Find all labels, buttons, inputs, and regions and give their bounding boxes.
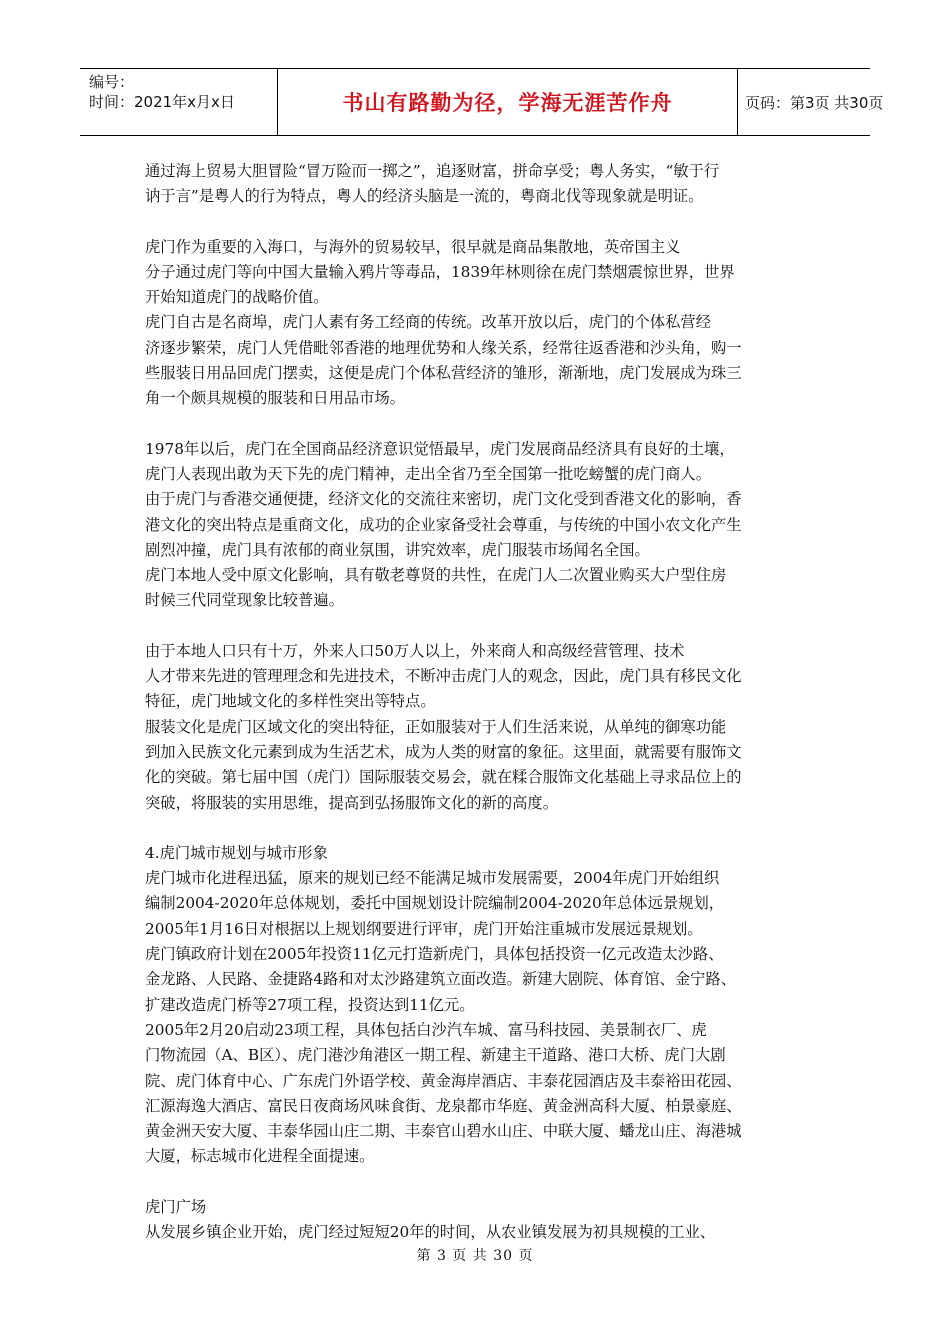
text-line: 从发展乡镇企业开始，虎门经过短短20年的时间，从农业镇发展为初具规模的工业、	[145, 1222, 716, 1241]
text-line: 些服装日用品回虎门摆卖，这便是虎门个体私营经济的雏形，渐渐地，虎门发展成为珠三	[145, 364, 742, 383]
text-line: 虎门作为重要的入海口，与海外的贸易较早，很早就是商品集散地，英帝国主义	[145, 237, 681, 256]
text-line: 编制2004-2020年总体规划，委托中国规划设计院编制2004-2020年总体远景规划，	[145, 894, 725, 913]
text-line: 化的突破。第七届中国（虎门）国际服装交易会，就在糅合服饰文化基础上寻求品位上的	[145, 768, 742, 787]
text-line: 汇源海逸大酒店、富民日夜商场风味食街、龙泉都市华庭、黄金洲高科大厦、柏景豪庭、	[145, 1096, 742, 1115]
header-motto: 书山有路勤为径，学海无涯苦作舟	[278, 69, 738, 135]
text-line: 开始知道虎门的战略价值。	[145, 288, 329, 307]
text-line: 济逐步繁荣，虎门人凭借毗邻香港的地理优势和人缘关系，经常往返香港和沙头角，购一	[145, 338, 742, 357]
text-line: 时候三代同堂现象比较普遍。	[145, 591, 344, 610]
text-line: 虎门人表现出敢为天下先的虎门精神，走出全省乃至全国第一批吃螃蟹的虎门商人。	[145, 464, 711, 483]
paragraph-gap	[145, 614, 815, 639]
document-body	[145, 159, 815, 1245]
page-header	[80, 68, 884, 136]
paragraph-gap	[145, 816, 815, 841]
text-line: 到加入民族文化元素到成为生活艺术，成为人类的财富的象征。这里面，就需要有服饰文	[145, 742, 742, 761]
header-page-number: 页码：第3页 共30页	[745, 93, 884, 112]
text-line: 2005年2月20启动23项工程，具体包括白沙汽车城、富马科技园、美景制衣厂、虎	[145, 1020, 707, 1039]
document-time-label: 时间：2021年x月x日	[89, 93, 235, 111]
text-line: 金龙路、人民路、金捷路4路和对太沙路建筑立面改造。新建大剧院、体育馆、金宁路、	[145, 970, 737, 989]
text-line: 通过海上贸易大胆冒险“冒万险而一掷之”，追逐财富，拼命享受；粤人务实，“敏于行	[145, 162, 720, 180]
text-line: 扩建改造虎门桥等27项工程，投资达到11亿元。	[145, 995, 475, 1014]
text-line: 由于本地人口只有十万，外来人口50万人以上，外来商人和高级经营管理、技术	[145, 641, 685, 660]
text-line: 院、虎门体育中心、广东虎门外语学校、黄金海岸酒店、丰泰花园酒店及丰泰裕田花园、	[145, 1071, 742, 1090]
page-footer: 第 3 页 共 30 页	[416, 1248, 534, 1264]
text-line: 虎门城市化进程迅猛，原来的规划已经不能满足城市发展需要，2004年虎门开始组织	[145, 869, 720, 888]
text-line: 特征，虎门地域文化的多样性突出等特点。	[145, 692, 436, 711]
text-line: 虎门广场	[145, 1197, 207, 1216]
text-line: 突破，将服装的实用思维，提高到弘扬服饰文化的新的高度。	[145, 793, 559, 812]
text-line: 分子通过虎门等向中国大量输入鸦片等毒品，1839年林则徐在虎门禁烟震惊世界，世界	[145, 262, 735, 281]
text-line: 虎门本地人受中原文化影响，具有敬老尊贤的共性，在虎门人二次置业购买大户型住房	[145, 566, 727, 585]
text-line: 虎门自古是名商埠，虎门人素有务工经商的传统。改革开放以后，虎门的个体私营经	[145, 313, 711, 332]
paragraph-gap	[145, 1170, 815, 1195]
document-number-label: 编号：	[89, 73, 135, 91]
text-line: 4.虎门城市规划与城市形象	[145, 843, 328, 862]
text-line: 大厦，标志城市化进程全面提速。	[145, 1147, 375, 1166]
text-line: 1978年以后，虎门在全国商品经济意识觉悟最早，虎门发展商品经济具有良好的土壤，	[145, 439, 735, 458]
text-line: 服装文化是虎门区域文化的突出特征，正如服装对于人们生活来说，从单纯的御寒功能	[145, 717, 727, 736]
text-line: 黄金洲天安大厦、丰泰华园山庄二期、丰泰官山碧水山庄、中联大厦、蟠龙山庄、海港城	[145, 1122, 742, 1141]
text-line: 角一个颇具规模的服装和日用品市场。	[145, 389, 406, 408]
text-line: 剧烈冲撞，虎门具有浓郁的商业氛围，讲究效率，虎门服装市场闻名全国。	[145, 540, 650, 559]
text-line: 港文化的突出特点是重商文化，成功的企业家备受社会尊重，与传统的中国小农文化产生	[145, 515, 742, 534]
text-line: 由于虎门与香港交通便捷，经济文化的交流往来密切，虎门文化受到香港文化的影响，香	[145, 490, 742, 509]
text-line: 虎门镇政府计划在2005年投资11亿元打造新虎门，具体包括投资一亿元改造太沙路、	[145, 945, 724, 964]
paragraph-gap	[145, 412, 815, 437]
text-line: 讷于言”是粤人的行为特点，粤人的经济头脑是一流的，粤商北伐等现象就是明证。	[145, 187, 704, 206]
header-info-cell	[80, 69, 278, 135]
text-line: 2005年1月16日对根据以上规划纲要进行评审，虎门开始注重城市发展远景规划。	[145, 919, 703, 938]
text-line: 门物流园（A、B区）、虎门港沙角港区一期工程、新建主干道路、港口大桥、虎门大剧	[145, 1046, 726, 1065]
text-line: 人才带来先进的管理理念和先进技术，不断冲击虎门人的观念，因此，虎门具有移民文化	[145, 667, 742, 686]
paragraph-gap	[145, 210, 815, 235]
